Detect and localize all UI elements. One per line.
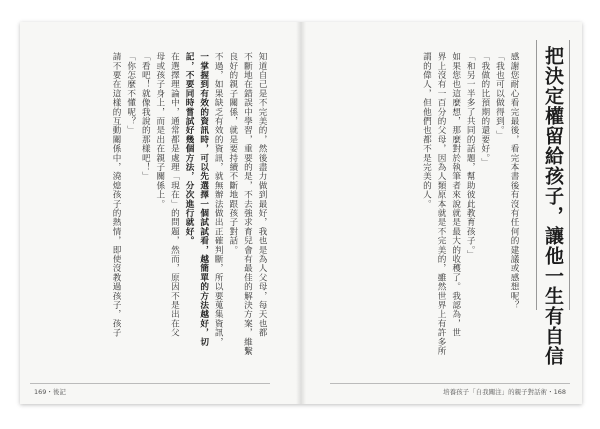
left-page-text-line: 「你怎麼不懂呢？」	[125, 52, 136, 135]
left-page-text-line: 母或孩子身上，而是出在親子關係上。	[154, 52, 165, 209]
footer-rule-left	[30, 383, 270, 384]
right-page-text-line: 「和另一半多了共同的話題，幫助彼此教育孩子。」	[465, 52, 476, 260]
footer-left-page-number: 169・後記	[34, 388, 66, 396]
footer-rule-right	[330, 383, 570, 384]
left-page-body	[38, 52, 268, 356]
left-page-text-line: 一掌握到有效的資訊時，可以先選擇一個試試看，越簡單的方法越好，切	[198, 52, 209, 347]
left-page-text-line: 在選擇理論中，通常都是處理「現在」的問題，然而，原因不是出在父	[169, 52, 180, 338]
right-page-text-line: 如果您也這麼想，那麼對於執筆者來說就是最大的收穫了。我認為，世	[450, 52, 461, 338]
right-page-body	[300, 52, 520, 356]
right-page-text-line: 界上沒有一百分的父母，因為人類原本就是不完美的，雖然世界上有許多所	[436, 52, 447, 356]
right-page-text-line: 謂的偉人，但他們也都不是完美的人。	[421, 52, 432, 209]
left-page-text-line: 「看吧！就像我說的那樣吧！」	[140, 52, 151, 181]
left-page-text-line: 不過，如果缺乏有效的資訊，就無辦法做出正確判斷，所以要蒐集資訊，	[213, 52, 224, 347]
left-page-text-line: 良好的親子關係，就是要持續不斷地跟孩子對話。	[227, 52, 238, 255]
left-page-text-line: 記，不要同時嘗試好幾個方法，分次進行就好。	[184, 52, 195, 246]
chapter-title: 把決定權留給孩子，讓他一生有自信	[542, 46, 564, 366]
right-page-text-line: 「我做的比預期的還要好。」	[479, 52, 490, 168]
right-page-text-line: 「我也可以做得到。」	[494, 52, 505, 140]
left-page-text-line: 知道自己是不完美的，然後盡力做到最好，我也是為人父母，每天也都	[257, 52, 267, 338]
right-page-text-line: 感謝您耐心看完最後，看完本書後有沒有任何的建議或感想呢？	[509, 52, 519, 310]
chapter-title-block	[536, 40, 570, 366]
left-page-text-line: 請不要在這樣的互動關係中，澆熄孩子的熱情，即使沒教過孩子，孩子	[111, 52, 122, 338]
left-page-text-line: 不斷地在錯誤中學習，重要的是，不去強求育兒會有最佳的解決方案，維繫	[242, 52, 253, 356]
footer-right-page-number: 培養孩子「自我關注」的親子對話術・168	[443, 388, 566, 396]
